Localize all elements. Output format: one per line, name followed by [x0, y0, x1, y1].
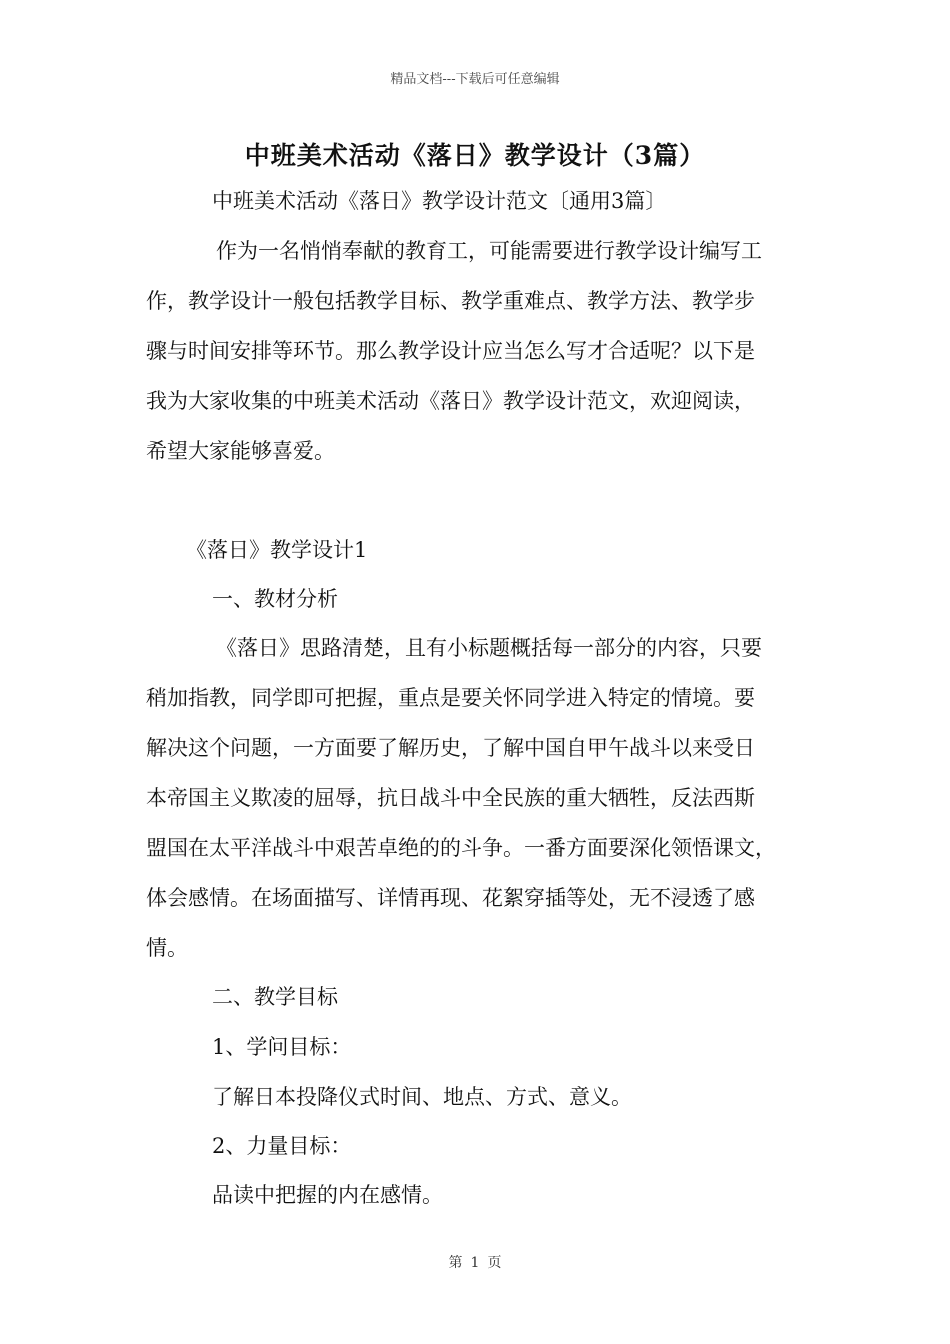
footer-prefix: 第	[448, 1255, 463, 1271]
intro-line: 作，教学设计一般包括教学目标、教学重难点、教学方法、教学步	[146, 289, 755, 313]
page-footer	[0, 1252, 950, 1272]
intro-paragraph	[146, 226, 826, 476]
document-title: 中班美术活动《落日》教学设计（3篇）	[244, 141, 706, 170]
footer-suffix: 页	[487, 1255, 502, 1271]
analysis-line: 情。	[146, 936, 188, 960]
heading-teaching-goals: 二、教学目标	[212, 985, 338, 1009]
intro-line: 骤与时间安排等环节。那么教学设计应当怎么写才合适呢？以下是	[146, 339, 755, 363]
document-subtitle: 中班美术活动《落日》教学设计范文〔通用3篇〕	[212, 189, 667, 213]
intro-line: 我为大家收集的中班美术活动《落日》教学设计范文，欢迎阅读，	[146, 389, 755, 413]
page-header: 精品文档---下载后可任意编辑	[390, 72, 560, 87]
analysis-line: 解决这个问题，一方面要了解历史，了解中国自甲午战斗以来受日	[146, 736, 755, 760]
section-title: 《落日》教学设计1	[186, 538, 368, 562]
analysis-paragraph	[146, 623, 826, 973]
goal-2-text: 品读中把握的内在感情。	[212, 1183, 443, 1207]
analysis-line: 盟国在太平洋战斗中艰苦卓绝的的斗争。一番方面要深化领悟课文，	[146, 836, 776, 860]
intro-line: 希望大家能够喜爱。	[146, 439, 335, 463]
heading-teaching-material-analysis: 一、教材分析	[212, 587, 338, 611]
analysis-line: 体会感情。在场面描写、详情再现、花絮穿插等处，无不浸透了感	[146, 886, 755, 910]
intro-line: 作为一名悄悄奉献的教育工，可能需要进行教学设计编写工	[216, 239, 762, 263]
goal-1-text: 了解日本投降仪式时间、地点、方式、意义。	[212, 1085, 632, 1109]
page-number: 1	[470, 1255, 480, 1271]
goal-2-label: 2、力量目标：	[212, 1134, 352, 1158]
goal-1-label: 1、学问目标：	[212, 1035, 352, 1059]
analysis-line: 《落日》思路清楚，且有小标题概括每一部分的内容，只要	[216, 636, 762, 660]
analysis-line: 本帝国主义欺凌的屈辱，抗日战斗中全民族的重大牺牲，反法西斯	[146, 786, 755, 810]
analysis-line: 稍加指教，同学即可把握，重点是要关怀同学进入特定的情境。要	[146, 686, 755, 710]
